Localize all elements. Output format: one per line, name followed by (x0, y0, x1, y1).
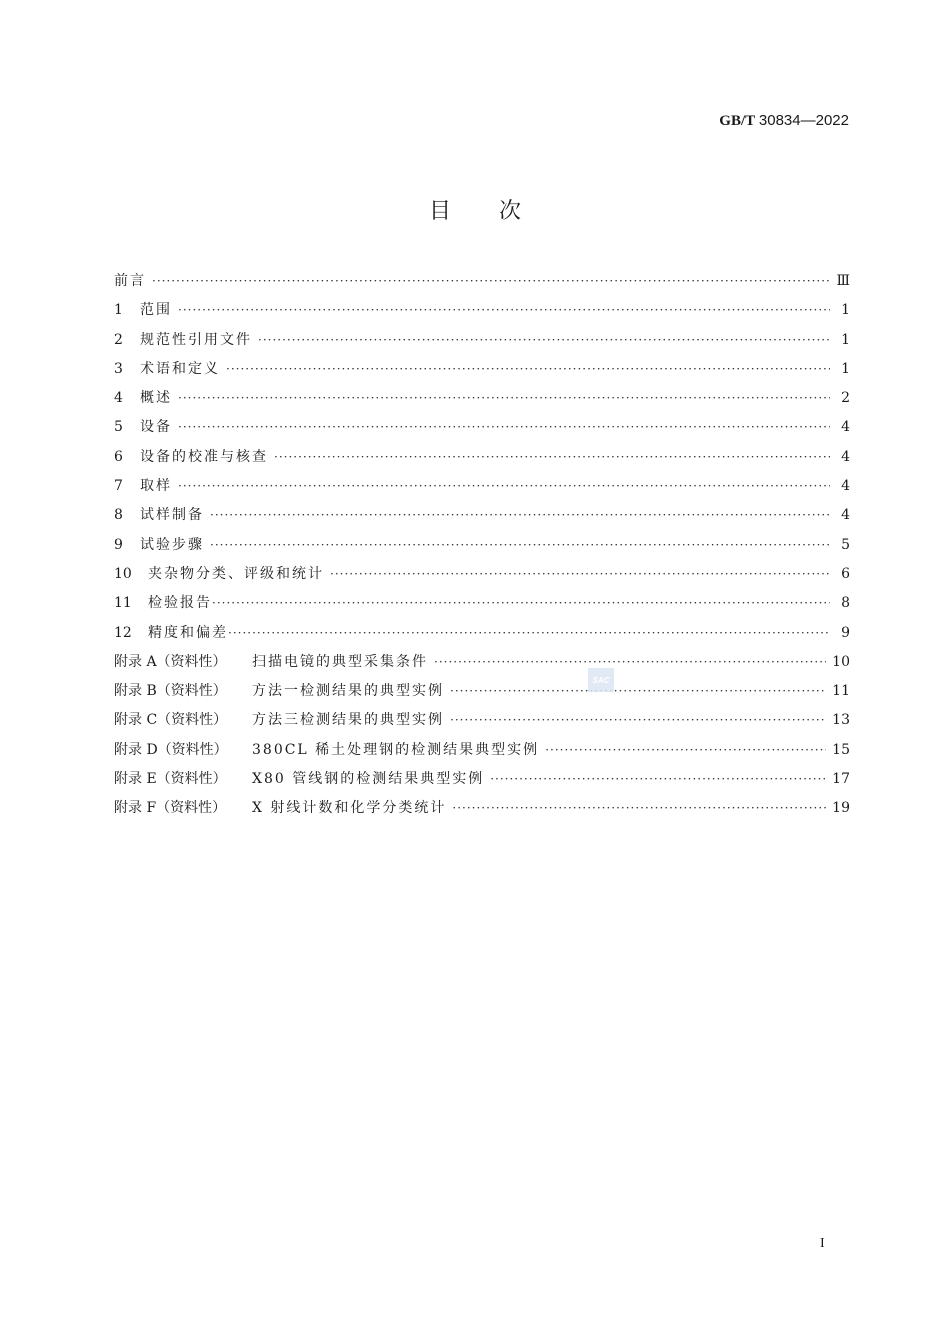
dot-leader (226, 362, 830, 376)
toc-label: 试样制备 (140, 507, 204, 524)
toc-entry-5[interactable] (114, 416, 850, 445)
toc-entry-4[interactable] (114, 387, 850, 416)
toc-page: 4 (841, 507, 850, 524)
toc-number: 5 (114, 419, 123, 436)
dot-leader (178, 420, 830, 434)
toc-number: 9 (114, 536, 123, 553)
toc-entry-3[interactable] (114, 358, 850, 387)
toc-label: 夹杂物分类、评级和统计 (148, 565, 324, 582)
toc-entry-9[interactable] (114, 534, 850, 563)
toc-page: 5 (841, 536, 850, 553)
dot-leader (450, 684, 826, 698)
standard-prefix: GB/T (719, 113, 756, 129)
toc-entry-6[interactable] (114, 446, 850, 475)
toc-label: 380CL 稀土处理钢的检测结果典型实例 (252, 741, 540, 758)
toc-page: Ⅲ (836, 273, 850, 289)
sac-watermark-logo: SAC (588, 668, 614, 692)
toc-number: 7 (114, 478, 123, 495)
toc-number: 附录 C（资料性） (114, 712, 228, 729)
dot-leader (490, 772, 826, 786)
toc-label: 设备的校准与核查 (140, 448, 268, 465)
toc-number: 2 (114, 331, 123, 348)
toc-page: 9 (841, 624, 850, 641)
toc-entry-appendix-c[interactable] (114, 709, 850, 738)
toc-label: 取样 (140, 478, 172, 495)
dot-leader (258, 333, 830, 347)
toc-label: 精度和偏差 (148, 624, 228, 641)
toc-page: 10 (832, 653, 850, 670)
toc-number: 附录 D（资料性） (114, 741, 228, 758)
standard-code (719, 112, 849, 130)
toc-label: 设备 (140, 419, 172, 436)
toc-page: 1 (841, 302, 850, 319)
toc-entry-appendix-f[interactable] (114, 797, 850, 826)
toc-entry-appendix-b[interactable] (114, 680, 850, 709)
table-of-contents (114, 270, 850, 827)
toc-page: 6 (841, 565, 850, 582)
toc-number: 10 (114, 565, 132, 582)
toc-entry-8[interactable] (114, 504, 850, 533)
page-number: I (820, 1236, 825, 1251)
toc-number: 附录 B（资料性） (114, 683, 227, 700)
toc-entry-2[interactable] (114, 329, 850, 358)
toc-page: 1 (841, 360, 850, 377)
toc-page: 13 (832, 712, 850, 729)
toc-page: 2 (841, 390, 850, 407)
toc-page: 11 (832, 683, 850, 700)
toc-entry-7[interactable] (114, 475, 850, 504)
toc-entry-10[interactable] (114, 563, 850, 592)
toc-number: 6 (114, 448, 123, 465)
dot-leader (178, 303, 830, 317)
toc-page: 8 (841, 595, 850, 612)
toc-number: 3 (114, 360, 123, 377)
dot-leader (210, 538, 830, 552)
toc-entry-appendix-e[interactable] (114, 768, 850, 797)
dot-leader (178, 391, 830, 405)
toc-page: 1 (841, 331, 850, 348)
toc-page: 4 (841, 448, 850, 465)
dot-leader (450, 713, 826, 727)
toc-label: 范围 (140, 302, 172, 319)
toc-page: 15 (832, 741, 850, 758)
toc-entry-11[interactable] (114, 592, 850, 621)
toc-label: 检验报告 (148, 595, 212, 612)
toc-number: 11 (114, 595, 132, 612)
dot-leader (274, 450, 830, 464)
toc-label: 术语和定义 (140, 360, 220, 377)
toc-label: 方法三检测结果的典型实例 (252, 712, 444, 729)
toc-number: 8 (114, 507, 123, 524)
toc-page: 19 (832, 800, 850, 817)
toc-number: 附录 F（资料性） (114, 800, 227, 817)
toc-page: 4 (841, 419, 850, 436)
toc-label: 方法一检测结果的典型实例 (252, 683, 444, 700)
toc-page: 17 (832, 771, 850, 788)
dot-leader (152, 274, 830, 288)
standard-number: 30834—2022 (758, 112, 849, 129)
dot-leader (228, 626, 830, 640)
dot-leader (212, 596, 830, 610)
toc-label: 概述 (140, 390, 172, 407)
dot-leader (434, 655, 826, 669)
toc-number: 4 (114, 390, 123, 407)
toc-label: 规范性引用文件 (140, 331, 252, 348)
toc-label: 试验步骤 (140, 536, 204, 553)
toc-entry-appendix-a[interactable] (114, 651, 850, 680)
toc-label: X 射线计数和化学分类统计 (252, 800, 447, 817)
dot-leader (178, 479, 830, 493)
toc-page: 4 (841, 478, 850, 495)
toc-label: 扫描电镜的典型采集条件 (252, 653, 428, 670)
dot-leader (545, 743, 826, 757)
toc-entry-1[interactable] (114, 299, 850, 328)
toc-number: 附录 A（资料性） (114, 653, 227, 670)
toc-number: 12 (114, 624, 132, 641)
toc-entry-12[interactable] (114, 622, 850, 651)
toc-label: X80 管线钢的检测结果典型实例 (252, 771, 485, 788)
toc-entry-appendix-d[interactable] (114, 739, 850, 768)
dot-leader (210, 508, 830, 522)
dot-leader (452, 801, 826, 815)
toc-entry-foreword[interactable] (114, 270, 850, 299)
dot-leader (330, 567, 830, 581)
toc-number: 附录 E（资料性） (114, 771, 227, 788)
page-title: 目次 (428, 199, 569, 224)
toc-number: 1 (114, 302, 123, 319)
toc-label: 前言 (114, 273, 146, 289)
